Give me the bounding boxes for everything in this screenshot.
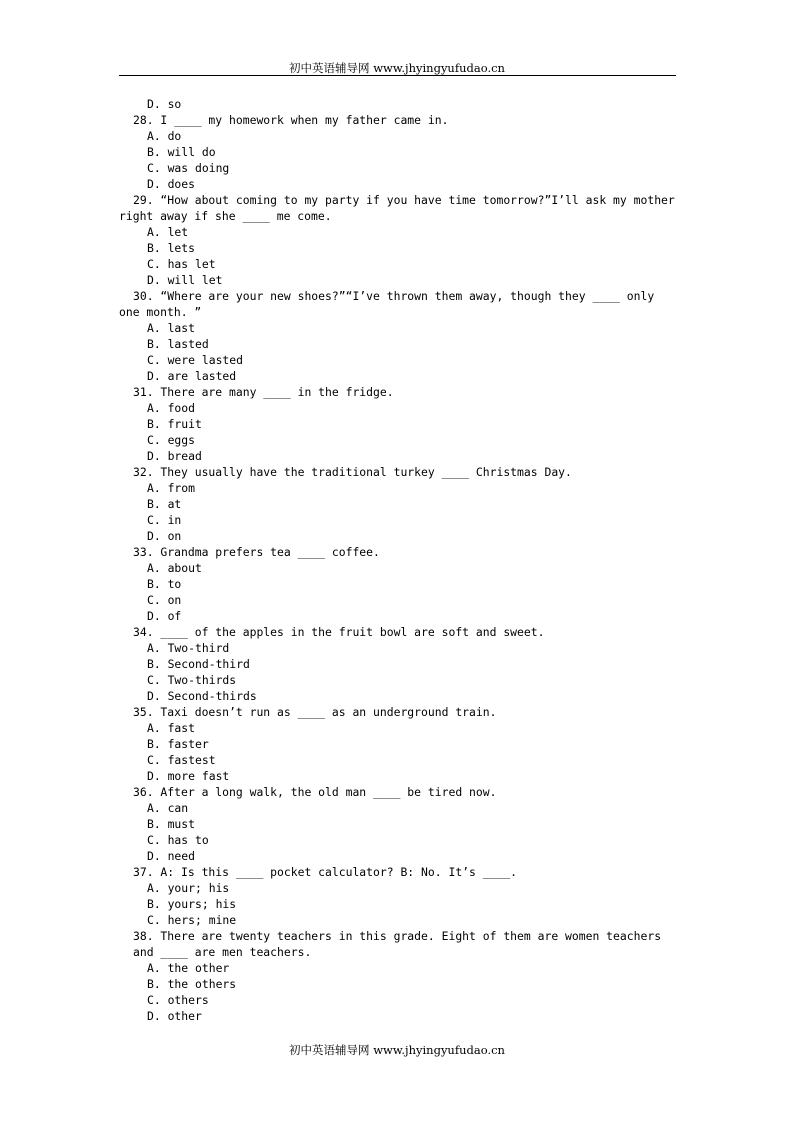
question-continuation: one month. ” [119,305,202,319]
answer-option: B. faster [147,737,209,751]
answer-option: C. on [147,593,182,607]
answer-option: D. on [147,529,182,543]
question-continuation: right away if she ____ me come. [119,209,332,223]
answer-option: B. the others [147,977,237,991]
answer-option: B. to [147,577,182,591]
answer-option: D. need [147,849,196,863]
answer-option: A. fast [147,721,196,735]
answer-option: A. food [147,401,196,415]
answer-option: A. do [147,129,182,143]
answer-option: A. last [147,321,196,335]
answer-option: C. hers; mine [147,913,237,927]
answer-option: C. was doing [147,161,230,175]
question-line: 38. There are twenty teachers in this grade. Eight of them are women teachers [133,929,662,943]
answer-option: A. the other [147,961,230,975]
answer-option: C. has let [147,257,216,271]
answer-option: B. lasted [147,337,209,351]
answer-option: B. lets [147,241,196,255]
question-line: 36. After a long walk, the old man ____ be tired now. [133,785,497,799]
question-line: 29. “How about coming to my party if you have time tomorrow?”I’ll ask my mother [133,193,675,207]
answer-option: A. about [147,561,202,575]
question-line: 37. A: Is this ____ pocket calculator? B: No. It’s ____. [133,865,518,879]
answer-option: D. other [147,1009,202,1023]
answer-option: D. are lasted [147,369,237,383]
answer-option: C. Two-thirds [147,673,237,687]
answer-option: B. at [147,497,182,511]
answer-option: B. must [147,817,196,831]
answer-option: B. yours; his [147,897,237,911]
question-line: 32. They usually have the traditional turkey ____ Christmas Day. [133,465,572,479]
answer-option: D. more fast [147,769,230,783]
answer-option: B. Second-third [147,657,250,671]
page-header: 初中英语辅导网 www.jhyingyufudao.cn [289,61,505,75]
answer-option: B. will do [147,145,216,159]
answer-option: D. so [147,97,182,111]
answer-option: D. bread [147,449,202,463]
answer-option: D. does [147,177,196,191]
question-line: and ____ are men teachers. [133,945,312,959]
answer-option: A. let [147,225,189,239]
question-line: 28. I ____ my homework when my father came in. [133,113,449,127]
page-footer: 初中英语辅导网 www.jhyingyufudao.cn [289,1043,505,1057]
question-line: 35. Taxi doesn’t run as ____ as an underground train. [133,705,497,719]
answer-option: B. fruit [147,417,202,431]
question-list [119,96,704,1024]
answer-option: D. will let [147,273,223,287]
answer-option: C. has to [147,833,209,847]
question-line: 30. “Where are your new shoes?”“I’ve thrown them away, though they ____ only [133,289,655,303]
answer-option: C. fastest [147,753,216,767]
question-line: 34. ____ of the apples in the fruit bowl are soft and sweet. [133,625,545,639]
question-line: 31. There are many ____ in the fridge. [133,385,394,399]
question-line: 33. Grandma prefers tea ____ coffee. [133,545,380,559]
answer-option: A. Two-third [147,641,230,655]
answer-option: A. your; his [147,881,230,895]
answer-option: C. in [147,513,182,527]
answer-option: D. Second-thirds [147,689,257,703]
header-rule [119,75,676,76]
answer-option: C. others [147,993,209,1007]
answer-option: D. of [147,609,182,623]
answer-option: A. from [147,481,196,495]
answer-option: A. can [147,801,189,815]
answer-option: C. were lasted [147,353,244,367]
answer-option: C. eggs [147,433,196,447]
